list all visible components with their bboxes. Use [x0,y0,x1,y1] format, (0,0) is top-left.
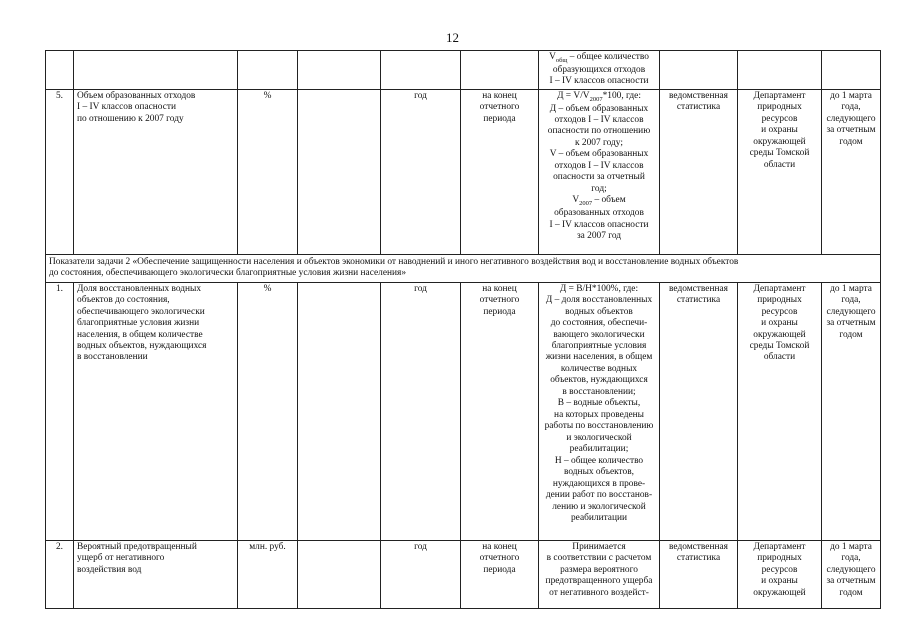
time-characteristic: на конец отчетного периода [461,282,539,540]
collection-method: ведомственная статистика [660,89,738,254]
collection-method: ведомственная статистика [660,282,738,540]
indicator-name: Вероятный предотвращенный ущерб от негативного воздействия вод [74,540,238,608]
collection-method: ведомственная статистика [660,540,738,608]
table-row-2 [46,540,881,608]
unit: млн. руб. [238,540,298,608]
deadline: до 1 марта года, следующего за отчетным годом [822,540,881,608]
row-number: 2. [46,540,74,608]
indicator-name: Доля восстановленных водных объектов до состояния, обеспечивающего экологически благоприятные условия жизни населения, в общем количестве водных объектов, нуждающихся в восстановлении [74,282,238,540]
page-number: 12 [446,30,459,45]
time-characteristic: на конец отчетного периода [461,89,539,254]
section-header-row [46,254,881,282]
periodicity: год [381,540,461,608]
formula-cell: $Д = V/V_{2007}*100$, где: Д – объем образованных отходов I – IV классов опасности по отношению к 2007 году; V – объем образованных отходов I – IV классов опасности за отчетный год; $V_{2007}$ – объем образованных отходов I – IV классов опасности за 2007 год [539,89,660,254]
unit: % [238,282,298,540]
periodicity: год [381,89,461,254]
responsible-body: Департамент природных ресурсов и охраны окружающей среды Томской области [738,282,822,540]
periodicity: год [381,282,461,540]
table-row-continuation [46,51,881,90]
responsible-body: Департамент природных ресурсов и охраны окружающей [738,540,822,608]
deadline: до 1 марта года, следующего за отчетным годом [822,89,881,254]
table-row-5 [46,89,881,254]
row-number: 1. [46,282,74,540]
section-header: Показатели задачи 2 «Обеспечение защищенности населения и объектов экономики от наводнений и иного негативного воздействия вод и восстановление водных объектов до состояния, обеспечивающего экологически благоприятные условия жизни населения» [46,254,881,282]
formula-cell: Д = В/Н*100%, где: Д – доля восстановленных водных объектов до состояния, обеспечи- вающего экологически благоприятные условия жизни населения, в общем количестве водных объектов, нуждающихся в восстановлении; В – водные объекты, на которых проведены работы по восстановлению и экологической реабилитации; Н – общее количество водных объектов, нуждающихся в прове- дении работ по восстанов- лению и экологической реабилитации [539,282,660,540]
indicators-table [45,50,881,609]
responsible-body: Департамент природных ресурсов и охраны окружающей среды Томской области [738,89,822,254]
formula-cell: Принимается в соответствии с расчетом размера вероятного предотвращенного ущерба от негативного воздейст- [539,540,660,608]
deadline: до 1 марта года, следующего за отчетным годом [822,282,881,540]
unit: % [238,89,298,254]
table-row-1 [46,282,881,540]
row-number: 5. [46,89,74,254]
time-characteristic: на конец отчетного периода [461,540,539,608]
formula-cell: $V_{общ}$ – общее количество образующихся отходов I – IV классов опасности [539,51,660,90]
indicator-name: Объем образованных отходов I – IV классов опасности по отношению к 2007 году [74,89,238,254]
